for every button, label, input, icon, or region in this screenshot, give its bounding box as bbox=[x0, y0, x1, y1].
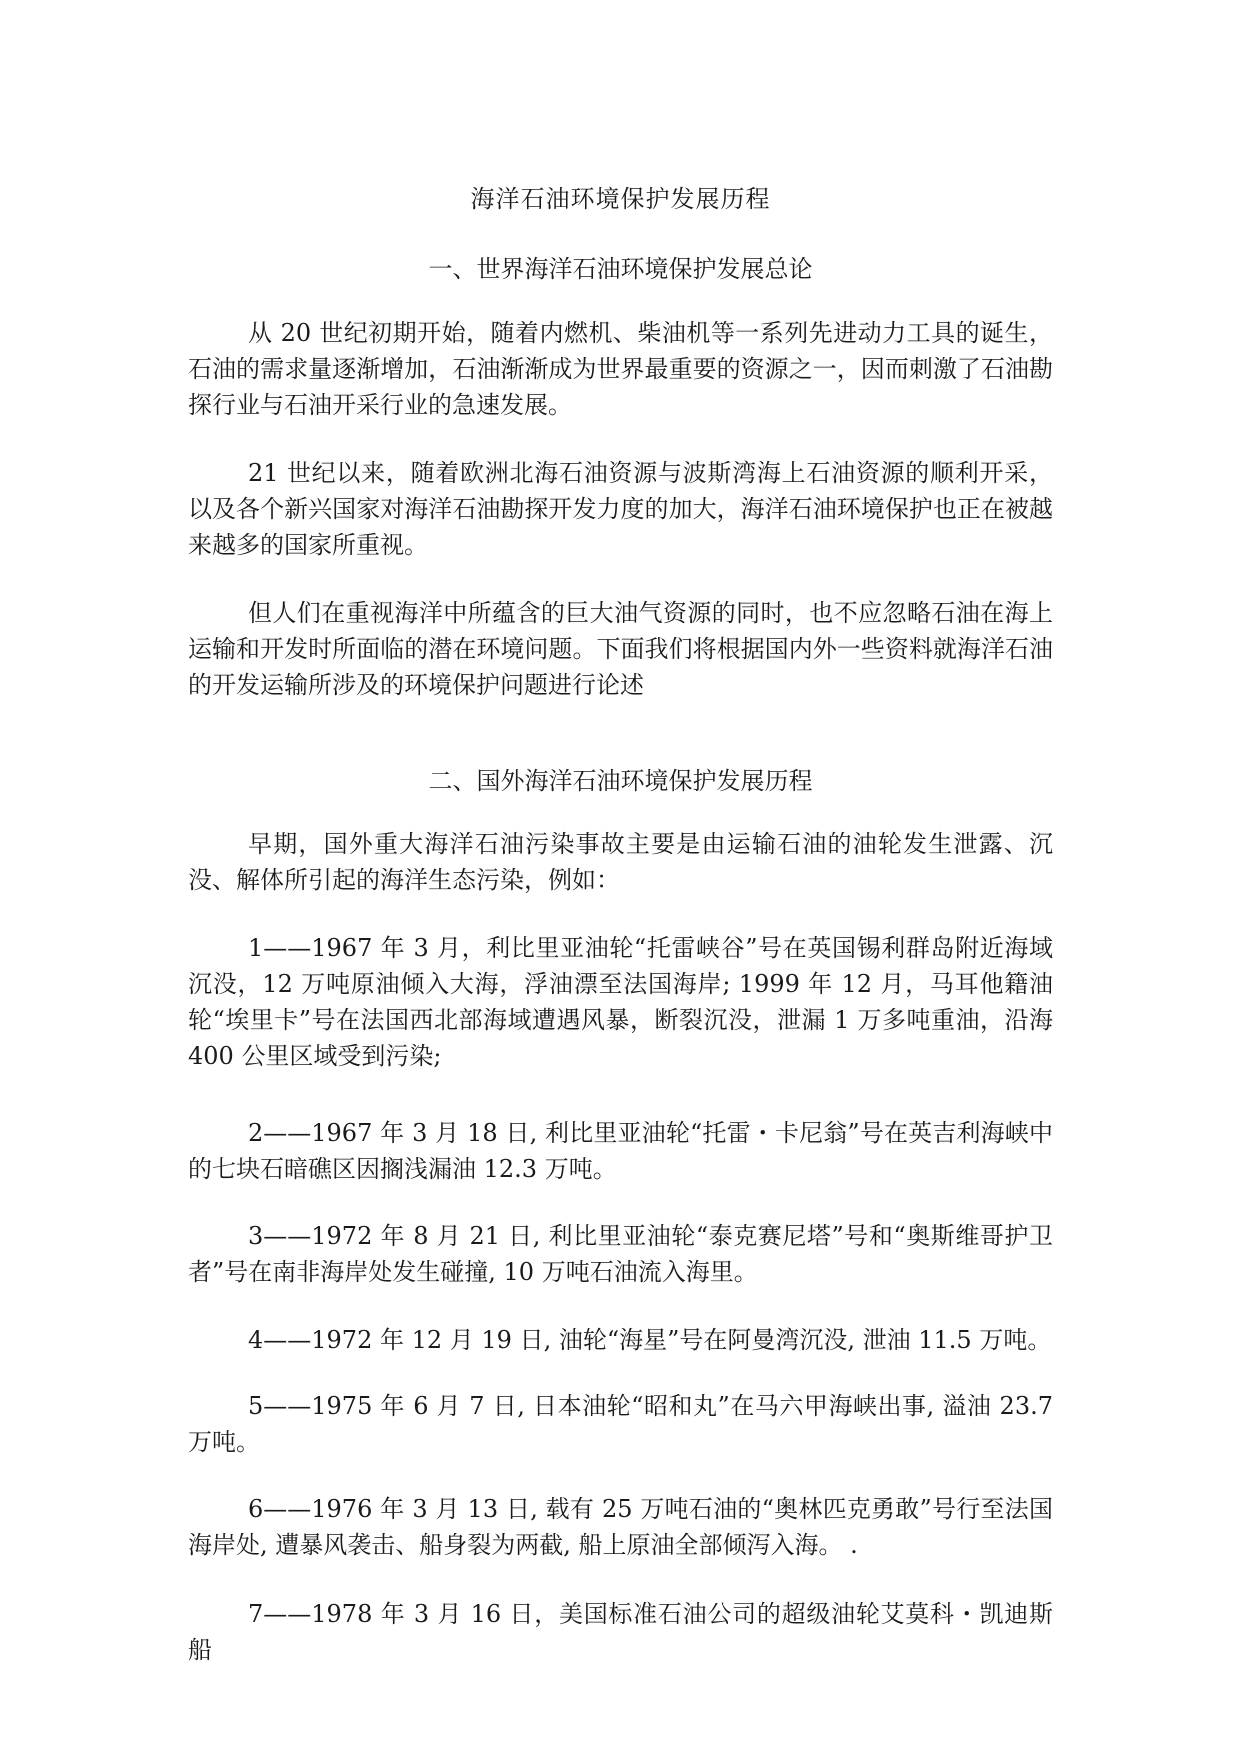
paragraph: 早期，国外重大海洋石油污染事故主要是由运输石油的油轮发生泄露、沉没、解体所引起的海洋生态污染，例如： bbox=[188, 830, 1053, 894]
section-heading-1: 一、世界海洋石油环境保护发展总论 bbox=[428, 255, 813, 283]
paragraph: 1——1967 年 3 月，利比里亚油轮“托雷峡谷”号在英国锡利群岛附近海域沉没，12 万吨原油倾入大海，浮油漂至法国海岸; 1999 年 12 月，马耳他籍油轮“埃里卡”号在法国西北部海域遭遇风暴，断裂沉没，泄漏 1 万多吨重油，沿海 400 公里区域受到污染; bbox=[188, 934, 1053, 1070]
document-title: 海洋石油环境保护发展历程 bbox=[470, 185, 771, 213]
paragraph: 4——1972 年 12 月 19 日, 油轮“海星”号在阿曼湾沉没, 泄油 11.5 万吨。 bbox=[248, 1326, 1052, 1354]
paragraph: 6——1976 年 3 月 13 日, 载有 25 万吨石油的“奥林匹克勇敢”号行至法国海岸处, 遭暴风袭击、船身裂为两截, 船上原油全部倾泻入海。 . bbox=[188, 1495, 1053, 1559]
paragraph: 从 20 世纪初期开始，随着内燃机、柴油机等一系列先进动力工具的诞生，石油的需求量逐渐增加，石油渐渐成为世界最重要的资源之一，因而刺激了石油勘探行业与石油开采行业的急速发展。 bbox=[188, 319, 1053, 419]
paragraph: 5——1975 年 6 月 7 日, 日本油轮“昭和丸”在马六甲海峡出事, 溢油 23.7 万吨。 bbox=[188, 1392, 1053, 1456]
section-heading-2: 二、国外海洋石油环境保护发展历程 bbox=[428, 767, 813, 795]
paragraph: 但人们在重视海洋中所蕴含的巨大油气资源的同时，也不应忽略石油在海上运输和开发时所面临的潜在环境问题。下面我们将根据国内外一些资料就海洋石油的开发运输所涉及的环境保护问题进行论述 bbox=[188, 599, 1053, 699]
paragraph: 21 世纪以来，随着欧洲北海石油资源与波斯湾海上石油资源的顺利开采，以及各个新兴国家对海洋石油勘探开发力度的加大，海洋石油环境保护也正在被越来越多的国家所重视。 bbox=[188, 459, 1053, 559]
paragraph: 2——1967 年 3 月 18 日, 利比里亚油轮“托雷・卡尼翁”号在英吉利海峡中的七块石暗礁区因搁浅漏油 12.3 万吨。 bbox=[188, 1119, 1053, 1183]
paragraph: 3——1972 年 8 月 21 日, 利比里亚油轮“泰克赛尼塔”号和“奥斯维哥护卫者”号在南非海岸处发生碰撞, 10 万吨石油流入海里。 bbox=[188, 1222, 1053, 1286]
paragraph: 7——1978 年 3 月 16 日，美国标准石油公司的超级油轮艾莫科・凯迪斯船 bbox=[188, 1600, 1053, 1664]
